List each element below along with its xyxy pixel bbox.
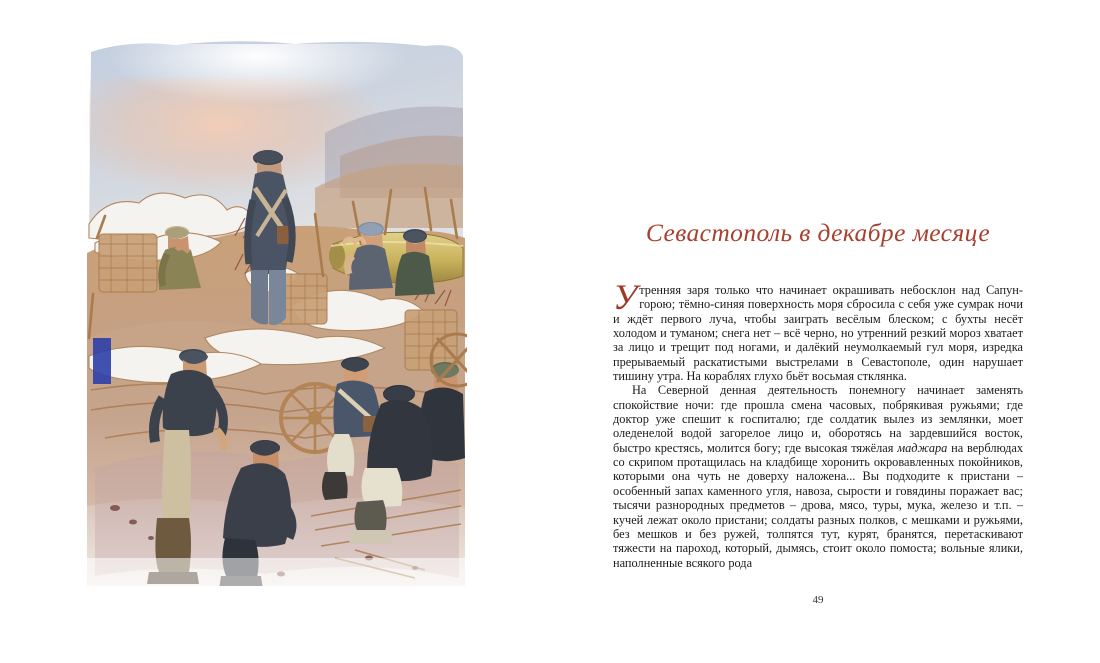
paragraph-2-text-part1: На Северной денная деятельность понемногу начинает заменять спокойствие ночи: где прошла смена часовых, побрякивая ружьями; где доктор уже спешит к госпиталю; где солдатик вылез из землянки, моет оледенелой водой загорелое лицо и, оборотясь на зардевшийся восток, быстро крестясь, молится богу; где высокая тяжёлая <box>613 383 1023 455</box>
italic-term-madzhara: маджара <box>897 440 948 455</box>
page-number: 49 <box>812 594 824 606</box>
paragraph-1 <box>613 277 1023 384</box>
paragraph-2 <box>613 383 1023 569</box>
watercolor-illustration-bastion-soldiers <box>85 38 467 608</box>
chapter-title: Севастополь в декабре месяце <box>645 218 991 247</box>
drop-cap: У <box>613 277 638 317</box>
paragraph-2-text-part2: на верблюдах со скрипом протащилась на кладбище хоронить окровавленных покойников, которыми она чуть не доверху наложена... Вы подходите к пристани – особенный запах каменного угля, навоза, сырости и говядины поражает вас; тысячи разнородных предметов – дрова, мясо, туры, мука, железо и т.п. – кучей лежат около пристани; солдаты разных полков, с мешками и ружьями, без мешков и без ружей, толпятся тут, курят, бранятся, перетаскивают тяжести на пароход, который, дымясь, стоит около помоста; вольные ялики, наполненные всякого рода <box>613 440 1024 570</box>
body-text <box>613 277 1024 570</box>
bastion-illustration-svg <box>85 38 467 608</box>
paragraph-1-text: тренняя заря только что начинает окрашивать небосклон над Сапун-горою; тёмно-синяя поверхность моря сбросила с себя уже сумрак ночи и ждёт первого луча, чтобы заиграть весёлым блеском; с бухты несёт холодом и туманом; снега нет – всё черно, но утренний резкий мороз хватает за лицо и трещит под ногами, и далёкий неумолкаемый гул моря, изредка прерываемый раскатистыми выстрелами в Севастополе, один нарушает тишину утра. На кораблях глухо бьёт восьмая стклянка. <box>613 283 1023 384</box>
right-page <box>550 0 1100 663</box>
